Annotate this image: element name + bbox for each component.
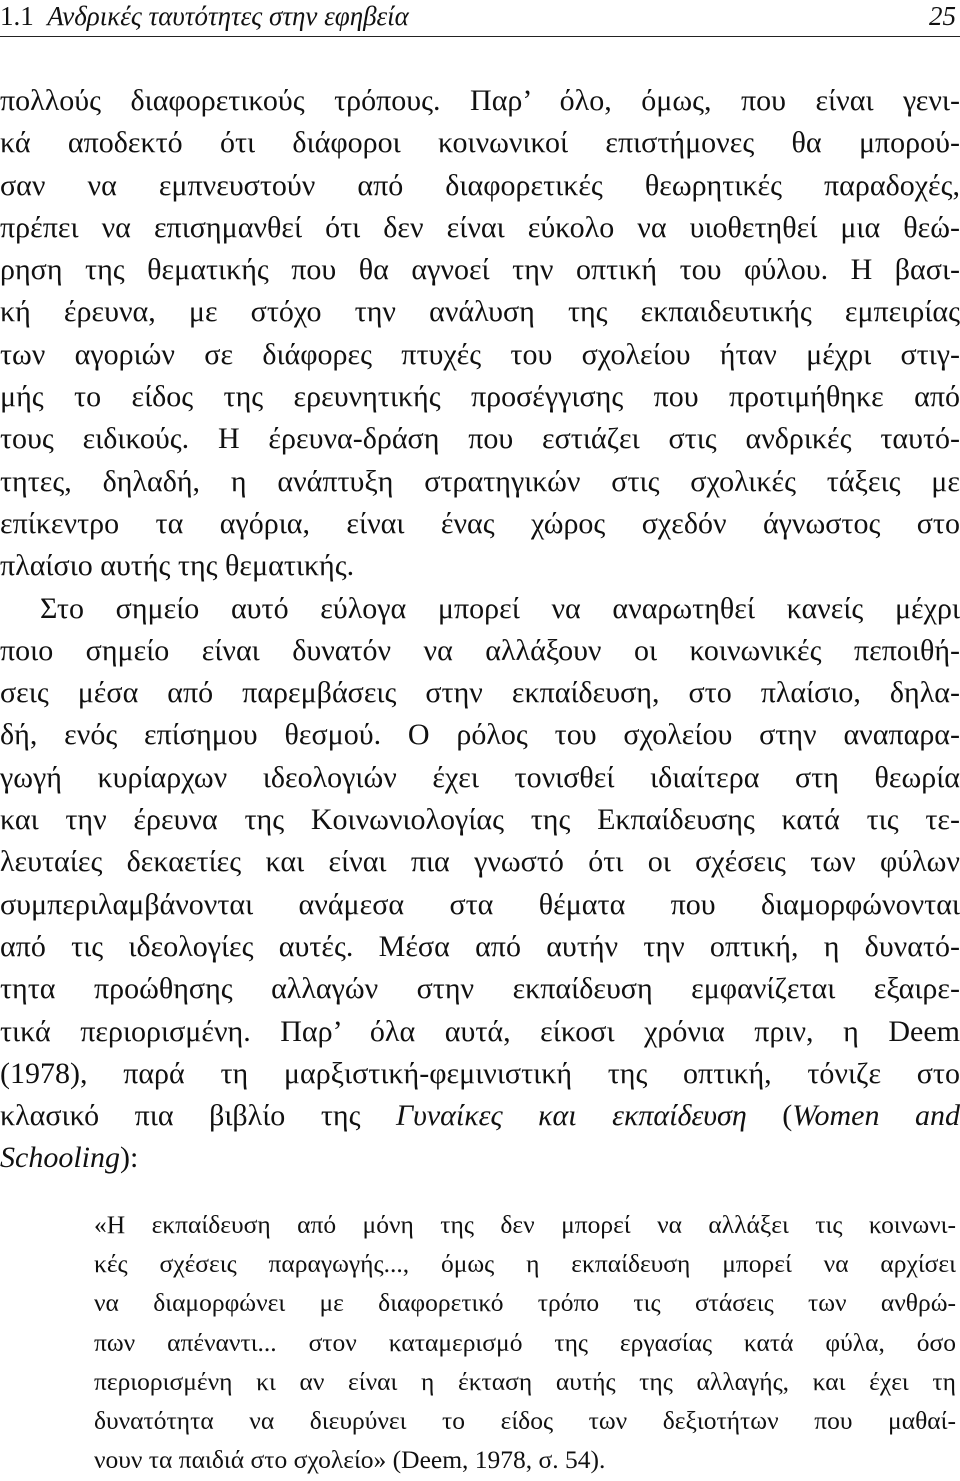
section-number: 1.1 xyxy=(0,1,34,31)
text-line: πολλούς διαφορετικούς τρόπους. Παρ’ όλο, όμως, που είναι γενι- xyxy=(0,84,960,117)
text-line: δή, ενός επίσημου θεσμού. Ο ρόλος του σχολείου στην αναπαρα- xyxy=(0,718,960,752)
page-number: 25 xyxy=(929,1,956,31)
text-line: Στο σημείο αυτό εύλογα μπορεί να αναρωτηθεί κανείς μέχρι xyxy=(40,591,960,625)
text-line xyxy=(0,1095,960,1137)
body-text xyxy=(0,80,960,1180)
text-line: και την έρευνα της Κοινωνιολογίας της Εκπαίδευσης κατά τις τε- xyxy=(0,803,960,837)
quote-line: κές σχέσεις παραγωγής..., όμως η εκπαίδευση μπορεί να αρχίσει xyxy=(94,1249,956,1279)
text-line: από τις ιδεολογίες αυτές. Μέσα από αυτήν την οπτική, η δυνατό- xyxy=(0,929,960,963)
text-line: τους ειδικούς. Η έρευνα-δράση που εστιάζει στις ανδρικές ταυτό- xyxy=(0,422,960,456)
quote-line: πων απέναντι... στον καταμερισμό της εργασίας κατά φύλα, όσο xyxy=(94,1327,956,1357)
text-line: συμπεριλαμβάνονται ανάμεσα στα θέματα που διαμορφώνονται xyxy=(0,887,960,921)
text-line: λευταίες δεκαετίες και είναι πια γνωστό ότι οι σχέσεις των φύλων xyxy=(0,845,960,879)
text-fragment: κλασικό πια βιβλίο της xyxy=(0,1099,396,1133)
text-line: τικά περιορισμένη. Παρ’ όλα αυτά, είκοσι χρόνια πριν, η Deem xyxy=(0,1014,960,1048)
text-line: επίκεντρο τα αγόρια, είναι ένας χώρος σχεδόν άγνωστος στο xyxy=(0,506,960,540)
text-line: πλαίσιο αυτής της θεματικής. xyxy=(0,549,355,583)
section-title: Ανδρικές ταυτότητες στην εφηβεία xyxy=(47,1,409,31)
text-line: των αγοριών σε διάφορες πτυχές του σχολείου ήταν μέχρι στιγ- xyxy=(0,337,960,371)
text-line: γωγή κυρίαρχων ιδεολογιών έχει τονισθεί ιδιαίτερα στη θεωρία xyxy=(0,760,960,794)
quote-line: «Η εκπαίδευση από μόνη της δεν μπορεί να αλλάξει τις κοινωνι- xyxy=(94,1210,956,1239)
text-line: κή έρευνα, με στόχο την ανάλυση της εκπαιδευτικής εμπειρίας xyxy=(0,295,960,329)
running-head xyxy=(0,0,960,37)
quote-line: περιορισμένη κι αν είναι η έκταση αυτής της αλλαγής, και έχει τη xyxy=(94,1366,956,1396)
text-line: ποιο σημείο είναι δυνατόν να αλλάξουν οι κοινωνικές πεποιθή- xyxy=(0,633,960,667)
text-line: σεις μέσα από παρεμβάσεις στην εκπαίδευση, στο πλαίσιο, δηλα- xyxy=(0,676,960,710)
text-line: σαν να εμπνευστούν από διαφορετικές θεωρητικές παραδοχές, xyxy=(0,168,960,202)
text-line: κά αποδεκτό ότι διάφοροι κοινωνικοί επιστήμονες θα μπορού- xyxy=(0,126,960,160)
text-fragment: ( xyxy=(746,1099,793,1133)
text-line: πρέπει να επισημανθεί ότι δεν είναι εύκολο να υιοθετηθεί μια θεώ- xyxy=(0,210,960,244)
book-title-english: Schooling xyxy=(0,1141,120,1175)
block-quote xyxy=(94,1205,956,1479)
running-head-section xyxy=(0,0,409,32)
book-title-english: Women and xyxy=(792,1099,960,1133)
text-line: τητα προώθησης αλλαγών στην εκπαίδευση εμφανίζεται εξαιρε- xyxy=(0,972,960,1006)
text-fragment: ): xyxy=(120,1141,139,1175)
text-line: μής το είδος της ερευνητικής προσέγγισης που προτιμήθηκε από xyxy=(0,380,960,414)
text-line xyxy=(0,1137,960,1179)
text-line: τητες, δηλαδή, η ανάπτυξη στρατηγικών στις σχολικές τάξεις με xyxy=(0,464,960,498)
text-line: ρηση της θεματικής που θα αγνοεί την οπτική του φύλου. Η βασι- xyxy=(0,253,960,287)
paragraph-1 xyxy=(0,80,960,588)
book-title-greek: Γυναίκες και εκπαίδευση xyxy=(396,1099,747,1133)
text-line: (1978), παρά τη μαρξιστική-φεμινιστική της οπτική, τόνιζε στο xyxy=(0,1056,960,1090)
quote-line: δυνατότητα να διευρύνει το είδος των δεξιοτήτων που μαθαί- xyxy=(94,1405,956,1435)
quote-line: νουν τα παιδιά στο σχολείο» (Deem, 1978, σ. 54). xyxy=(94,1445,606,1475)
paragraph-2 xyxy=(0,588,960,1180)
quote-line: να διαμορφώνει με διαφορετικό τρόπο τις στάσεις των ανθρώ- xyxy=(94,1288,956,1318)
